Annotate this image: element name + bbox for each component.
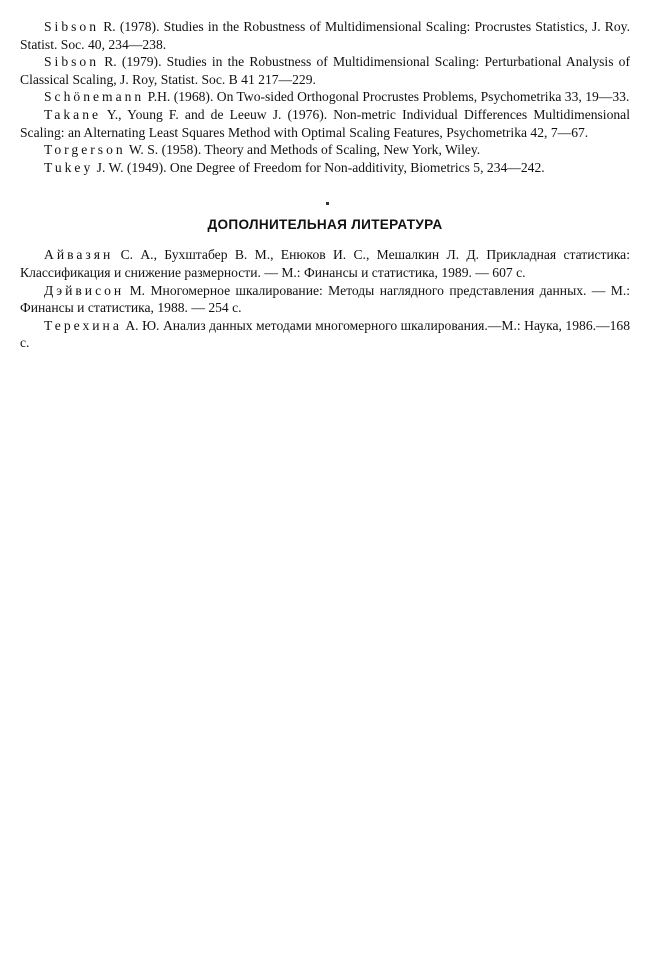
reference-entry (20, 317, 630, 352)
reference-author: Schönemann (44, 89, 145, 105)
reference-entry (20, 141, 630, 159)
section-heading: ДОПОЛНИТЕЛЬНАЯ ЛИТЕРАТУРА (207, 217, 443, 233)
reference-text: (1958). Theory and Methods of Scaling, New York, Wiley. (161, 142, 481, 158)
reference-initials: W. S. (128, 142, 159, 158)
reference-entry (20, 88, 630, 106)
reference-text: (1976). Non-metric Individual Differences Multidimensional Scaling: an Alternating Least Squares Method with Optimal Scaling Features, Psychometrika 42, 7—67. (20, 106, 630, 140)
reference-author: Айвазян (44, 247, 114, 263)
reference-initials: Y., Young F. and de Leeuw J. (106, 106, 282, 122)
reference-entry (20, 246, 630, 281)
reference-initials: М. (129, 282, 146, 298)
reference-text: (1979). Studies in the Robustness of Multidimensional Scaling: Perturbational Analysis of Classical Scaling, J. Roy, Statist. Soc. B 41 217—229. (20, 54, 630, 87)
reference-text: (1978). Studies in the Robustness of Multidimensional Scaling: Procrustes Statistics, J. Roy. Statist. Soc. 40, 234—238. (20, 19, 630, 52)
reference-author: Sibson (44, 19, 100, 34)
reference-entry (20, 53, 630, 88)
reference-text: (1968). On Two-sided Orthogonal Procrustes Problems, Psychometrika 33, 19—33. (173, 89, 630, 105)
reference-initials: С. А., (120, 247, 157, 263)
reference-author: Дэйвисон (44, 282, 125, 298)
reference-author: Tukey (44, 159, 94, 175)
reference-author: Терехина (44, 317, 122, 333)
reference-author: Takane (44, 106, 102, 122)
reference-initials: R. (103, 19, 116, 34)
reference-text: Многомерное шкалирование: Методы наглядного представления данных. — М.: Финансы и статистика, 1988. — 254 с. (20, 282, 631, 316)
reference-entry (20, 18, 630, 53)
reference-text: (1949). One Degree of Freedom for Non-additivity, Biometrics 5, 234—242. (126, 159, 545, 175)
bibliography-page (20, 18, 630, 352)
reference-initials: А. Ю. (125, 317, 160, 333)
additional-literature-list (20, 246, 630, 352)
reference-entry (20, 106, 630, 141)
reference-initials: R. (104, 54, 117, 70)
reference-author: Sibson (44, 54, 100, 70)
reference-text: Бухштабер В. М., Енюков И. С., Мешалкин Л. Д. Прикладная статистика: Классификация и снижение размерности. — М.: Финансы и статистика, 1989. — 607 с. (20, 247, 630, 280)
reference-entry (20, 282, 630, 317)
reference-entry (20, 159, 630, 177)
reference-text: Анализ данных методами многомерного шкалирования.—М.: Наука, 1986.—168 с. (20, 317, 631, 351)
reference-initials: P.H. (147, 89, 171, 105)
reference-initials: J. W. (96, 159, 124, 175)
separator-dot (326, 202, 329, 205)
reference-author: Torgerson (44, 142, 126, 158)
